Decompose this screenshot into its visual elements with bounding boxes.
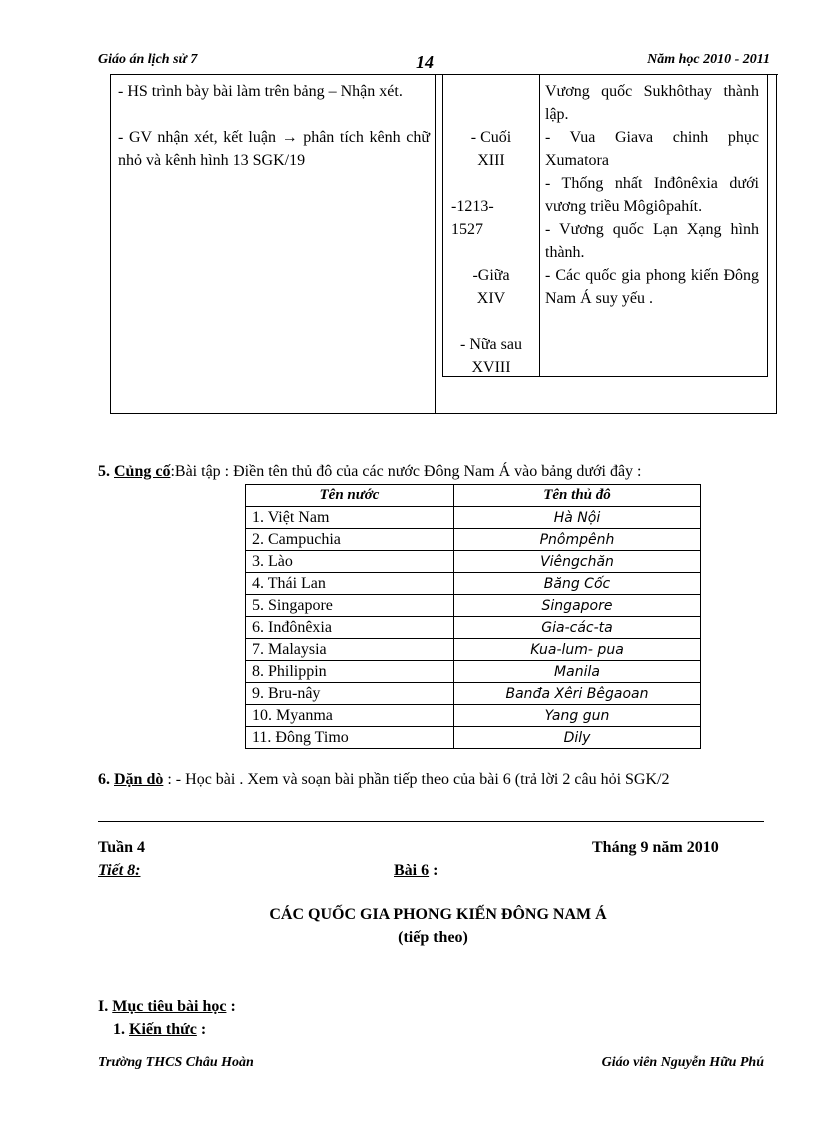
col-capital-header: Tên thủ đô: [454, 485, 701, 507]
knowledge-heading: 1. Kiến thức :: [113, 1021, 207, 1038]
event-item: - Thống nhất Inđônêxia dưới vương triều Môgiôpahít.: [545, 175, 759, 215]
footer-left: Trường THCS Châu Hoàn: [98, 1055, 254, 1070]
date-1213: -1213-: [451, 198, 494, 215]
activity-table-divider: [435, 75, 436, 414]
date-giua: -Giữa: [472, 267, 510, 284]
section-divider: [98, 821, 764, 822]
table-row: 7. Malaysia Kua-lum- pua: [246, 639, 701, 661]
table-row: 6. Inđônêxia Gia-các-ta: [246, 617, 701, 639]
section6: 6. Dặn dò : - Học bài . Xem và soạn bài phần tiếp theo của bài 6 (trả lời 2 câu hỏi SGK/2: [98, 771, 670, 788]
section5-text: :Bài tập : Điền tên thủ đô của các nước Đông Nam Á vào bảng dưới đây :: [170, 463, 642, 480]
month-label: Tháng 9 năm 2010: [592, 839, 719, 856]
col-country-header: Tên nước: [246, 485, 454, 507]
header-left: Giáo án lịch sử 7: [98, 52, 198, 67]
page-number: 14: [416, 52, 434, 72]
table-row: 3. Lào Viêngchăn: [246, 551, 701, 573]
activity-step-2: - GV nhận xét, kết luận → phân tích kênh chữ nhỏ và kênh hình 13 SGK/19: [118, 129, 430, 169]
section5-heading: 5. Củng cố:Bài tập : Điền tên thủ đô của các nước Đông Nam Á vào bảng dưới đây :: [98, 463, 642, 480]
event-item: - Vương quốc Lạn Xạng hình thành.: [545, 221, 759, 261]
date-nua-sau: - Nữa sau: [460, 336, 522, 353]
week-label: Tuần 4: [98, 839, 145, 856]
table-row: 2. Campuchia Pnômpênh: [246, 529, 701, 551]
period-label: Tiết 8:: [98, 862, 141, 879]
objectives-heading: I. Mục tiêu bài học :: [98, 998, 236, 1015]
timeline-dates: [445, 80, 537, 379]
table-row: 5. Singapore Singapore: [246, 595, 701, 617]
timeline-events: [545, 80, 759, 310]
activity-left-cell: [118, 80, 430, 172]
lesson-subtitle: (tiếp theo): [398, 929, 468, 946]
event-item: - Vua Giava chinh phục Xumatora: [545, 129, 759, 169]
activity-step-1: - HS trình bày bài làm trên bảng – Nhận xét.: [118, 83, 403, 100]
table-row: 10. Myanma Yang gun: [246, 705, 701, 727]
section6-text: : - Học bài . Xem và soạn bài phần tiếp theo của bài 6 (trả lời 2 câu hỏi SGK/2: [163, 771, 670, 788]
lesson-title: CÁC QUỐC GIA PHONG KIẾN ĐÔNG NAM Á: [269, 906, 607, 923]
table-row: 8. Philippin Manila: [246, 661, 701, 683]
date-cuoi: - Cuối: [470, 129, 512, 146]
timeline-table-divider: [539, 75, 540, 377]
section6-title: Dặn dò: [114, 771, 164, 788]
event-item: - Các quốc gia phong kiến Đông Nam Á suy yếu .: [545, 267, 759, 307]
table-row: 11. Đông Timo Dily: [246, 727, 701, 749]
table-header-row: [246, 485, 701, 507]
section5-title: Củng cố: [114, 463, 171, 480]
lesson-label: Bài 6 :: [394, 862, 439, 879]
date-1527: 1527: [451, 221, 483, 238]
table-row: 9. Bru-nây Banđa Xêri Bêgaoan: [246, 683, 701, 705]
event-item: Vương quốc Sukhôthay thành lập.: [545, 83, 759, 123]
date-xviii: XVIII: [471, 359, 511, 376]
date-xiv: XIV: [476, 290, 506, 307]
capitals-table: [245, 484, 701, 749]
footer-right: Giáo viên Nguyễn Hữu Phú: [601, 1055, 764, 1070]
table-row: 1. Việt Nam Hà Nội: [246, 507, 701, 529]
table-row: 4. Thái Lan Băng Cốc: [246, 573, 701, 595]
header-right: Năm học 2010 - 2011: [647, 52, 770, 67]
date-xiii: XIII: [477, 152, 505, 169]
